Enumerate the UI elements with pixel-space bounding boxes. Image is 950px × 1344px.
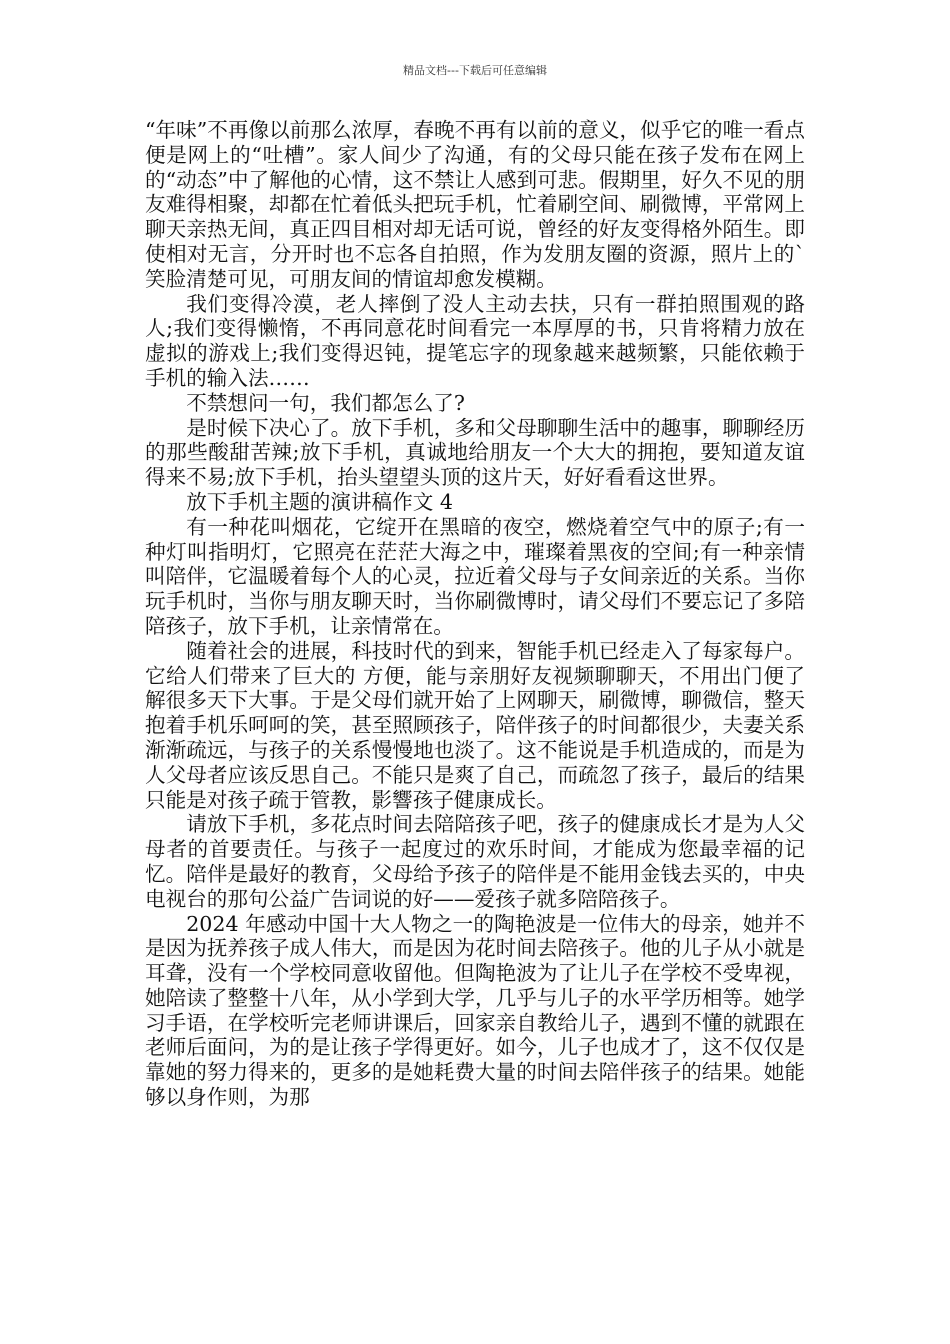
paragraph: 有一种花叫烟花，它绽开在黑暗的夜空，燃烧着空气中的原子;有一种灯叫指明灯，它照亮在茫茫大海之中，璀璨着黑夜的空间;有一种亲情叫陪伴，它温暖着每个人的心灵，拉近着父母与子女间亲近的关系。当你玩手机时，当你与朋友聊天时，当你刷微博时，请父母们不要忘记了多陪陪孩子，放下手机，让亲情常在。 [145, 514, 805, 638]
paragraph: “年味”不再像以前那么浓厚，春晚不再有以前的意义，似乎它的唯一看点便是网上的“吐槽”。家人间少了沟通，有的父母只能在孩子发布在网上的“动态”中了解他的心情，这不禁让人感到可悲。假期里，好久不见的朋友难得相聚，却都在忙着低头把玩手机，忙着刷空间、刷微博，平常网上聊天亲热无间，真正四目相对却无话可说，曾经的好友变得格外陌生。即使相对无言，分开时也不忘各自拍照，作为发朋友圈的资源，照片上的`笑脸清楚可见，可朋友间的情谊却愈发模糊。 [145, 118, 805, 291]
paragraph: 随着社会的进展，科技时代的到来，智能手机已经走入了每家每户。它给人们带来了巨大的 方便，能与亲朋好友视频聊聊天，不用出门便了解很多天下大事。于是父母们就开始了上网聊天，刷微博，聊微信，整天抱着手机乐呵呵的笑，甚至照顾孩子，陪伴孩子的时间都很少，夫妻关系渐渐疏远，与孩子的关系慢慢地也淡了。这不能说是手机造成的，而是为人父母者应该反思自己。不能只是爽了自己，而疏忽了孩子，最后的结果只能是对孩子疏于管教，影響孩子健康成长。 [145, 638, 805, 812]
paragraph: 我们变得冷漠，老人摔倒了没人主动去扶，只有一群拍照围观的路人;我们变得懒惰，不再同意花时间看完一本厚厚的书，只肯将精力放在虚拟的游戏上;我们变得迟钝，提笔忘字的现象越来越频繁，只能依赖于手机的输入法…… [145, 291, 805, 390]
paragraph: 是时候下决心了。放下手机，多和父母聊聊生活中的趣事，聊聊经历的那些酸甜苦辣;放下手机，真诚地给朋友一个大大的拥抱，要知道友谊得来不易;放下手机，抬头望望头顶的这片天，好好看看这世界。 [145, 415, 805, 490]
document-body [145, 118, 805, 1110]
paragraph: 2024 年感动中国十大人物之一的陶艳波是一位伟大的母亲，她并不是因为抚养孩子成人伟大，而是因为花时间去陪孩子。他的儿子从小就是耳聋，没有一个学校同意收留他。但陶艳波为了让儿子在学校不受卑视，她陪读了整整十八年，从小学到大学，几乎与儿子的水平学历相等。她学习手语，在学校听完老师讲课后，回家亲自教给儿子，遇到不懂的就跟在老师后面问，为的是让孩子学得更好。如今，儿子也成才了，这不仅仅是靠她的努力得来的，更多的是她耗费大量的时间去陪伴孩子的结果。她能够以身作则，为那 [145, 911, 805, 1110]
page-header: 精品文档---下载后可任意编辑 [403, 64, 547, 77]
paragraph: 请放下手机，多花点时间去陪陪孩子吧，孩子的健康成长才是为人父母者的首要责任。与孩子一起度过的欢乐时间，才能成为您最幸福的记忆。陪伴是最好的教育，父母给予孩子的陪伴是不能用金钱去买的，中央电视台的那句公益广告词说的好——爱孩子就多陪陪孩子。 [145, 812, 805, 911]
section-heading: 放下手机主题的演讲稿作文 4 [186, 489, 453, 514]
paragraph: 不禁想问一句，我们都怎么了? [186, 390, 465, 415]
